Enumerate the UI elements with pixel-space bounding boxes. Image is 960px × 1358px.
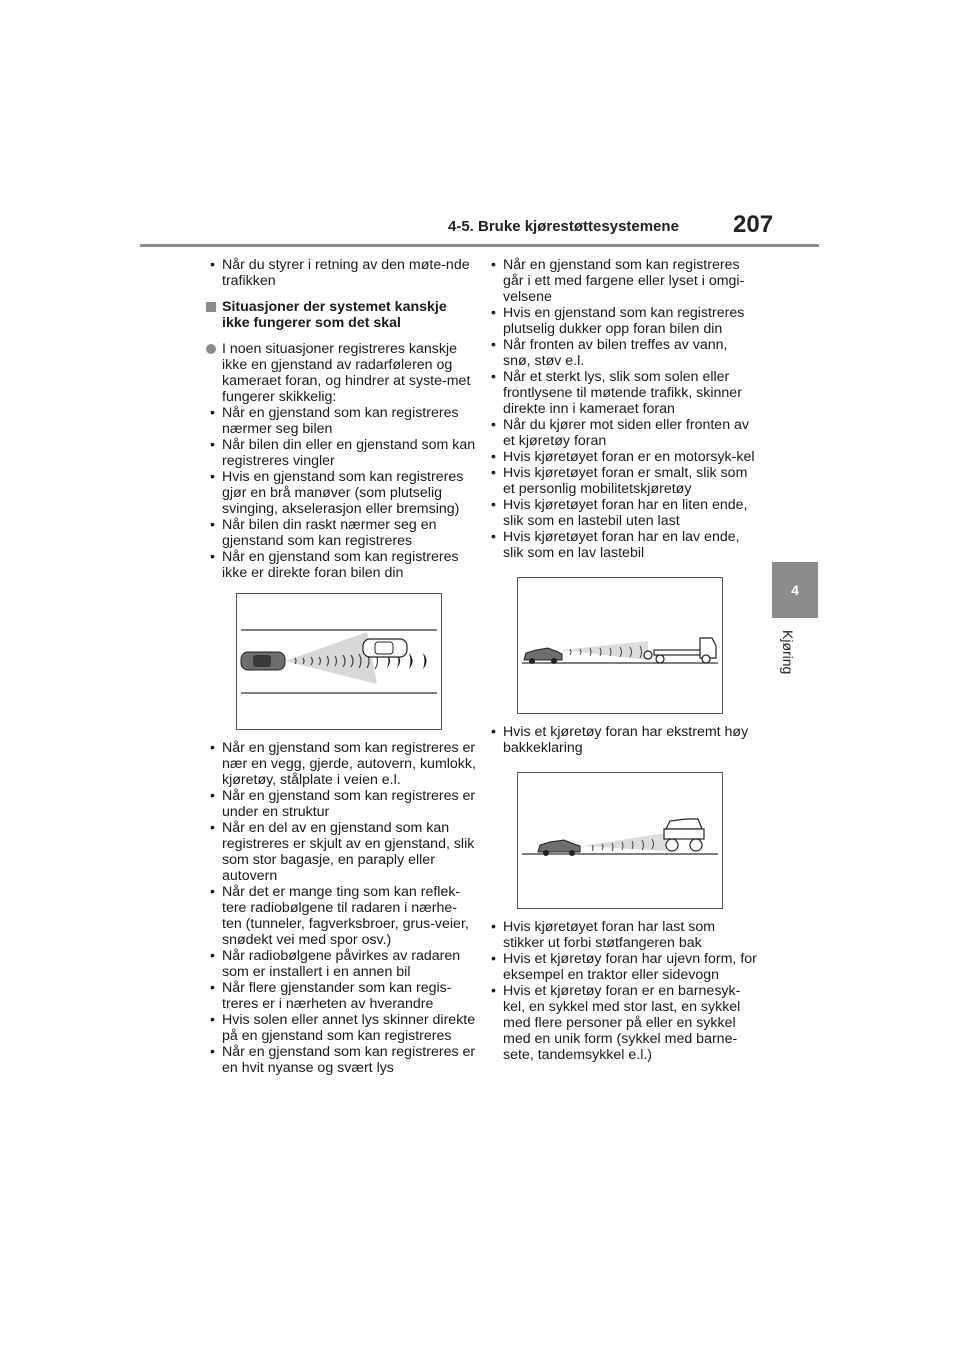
list-item: • Hvis en gjenstand som kan registreres gjør en brå manøver (som plutselig svinging, akselerasjon eller bremsing) [206,469,476,517]
own-car-icon [241,652,285,670]
square-bullet-icon [206,302,216,312]
truck-icon [644,638,716,663]
chapter-tab[interactable] [772,562,818,618]
list-item: • Når en gjenstand som kan registreres går i ett med fargene eller lyset i omgi-velsene [487,257,757,305]
right-bullet-list-a [487,257,757,561]
list-item: • Hvis en gjenstand som kan registreres plutselig dukker opp foran bilen din [487,305,757,337]
list-item: • Hvis kjøretøyet foran har en liten ende, slik som en lastebil uten last [487,497,757,529]
header-divider [140,244,819,247]
intro-paragraph [206,341,476,405]
offset-vehicle-illustration [237,594,441,729]
list-item: • Hvis kjøretøyet foran er smalt, slik som et personlig mobilitetskjøretøy [487,465,757,497]
list-item: • Hvis solen eller annet lys skinner direkte på en gjenstand som kan registreres [206,1012,476,1044]
list-item: • Når en gjenstand som kan registreres er en hvit nyanse og svært lys [206,1044,476,1076]
left-bullet-list-a [206,405,476,581]
list-item: • Hvis et kjøretøy foran er en barnesyk-kel, en sykkel med stor last, en sykkel med flere personer på eller en sykkel med en unik form (sykkel med barne-sete, tandemsykkel e.l.) [487,983,757,1063]
list-item: • Hvis kjøretøyet foran har en lav ende, slik som en lav lastebil [487,529,757,561]
list-item: • Når du kjører mot siden eller fronten av et kjøretøy foran [487,417,757,449]
list-item: • Når en gjenstand som kan registreres nærmer seg bilen [206,405,476,437]
circle-bullet-icon [206,344,216,354]
figure-offset-vehicle [236,593,442,730]
list-item: • Når en gjenstand som kan registreres er nær en vegg, gjerde, autovern, kumlokk, kjøretøy, stålplate i veien e.l. [206,740,476,788]
figure-small-rear-truck [517,577,723,714]
list-item: • Når bilen din eller en gjenstand som kan registreres vingler [206,437,476,469]
list-item: • Når en gjenstand som kan registreres er under en struktur [206,788,476,820]
high-clearance-vehicle-illustration [518,773,722,908]
figure-high-clearance-vehicle [517,772,723,909]
radar-beam [285,632,377,684]
section-title: 4-5. Bruke kjørestøttesystemene [448,218,679,235]
list-item: • Når bilen din raskt nærmer seg en gjenstand som kan registreres [206,517,476,549]
small-rear-truck-illustration [518,578,722,713]
list-item: • Når flere gjenstander som kan regis-treres er i nærheten av hverandre [206,980,476,1012]
left-intro-list [206,257,476,289]
left-column [206,257,476,1076]
section-heading-text: Situasjoner der systemet kanskje ikke fungerer som det skal [222,299,447,331]
right-bullet-list-c [487,919,757,1063]
list-item: • Hvis et kjøretøy foran har ujevn form, for eksempel en traktor eller sidevogn [487,951,757,983]
radar-beam [560,641,648,660]
right-column [487,257,757,1063]
chapter-label: Kjøring [780,630,796,675]
intro-paragraph-text: I noen situasjoner registreres kanskje ikke en gjenstand av radarføleren og kameraet foran, og hindrer at syste-met fungerer skikkelig: [222,341,471,405]
page-number: 207 [733,211,774,238]
section-heading [206,299,476,331]
lifted-suv-icon [664,819,704,851]
list-item: • Når en del av en gjenstand som kan registreres er skjult av en gjenstand, slik som stor bagasje, en paraply eller autovern [206,820,476,884]
list-item: • Når en gjenstand som kan registreres ikke er direkte foran bilen din [206,549,476,581]
own-car-icon [524,648,562,664]
list-item: • Når fronten av bilen treffes av vann, snø, støv e.l. [487,337,757,369]
list-item: • Når det er mange ting som kan reflek-tere radiobølgene til radaren i nærhe-ten (tunneler, fagverksbroer, grus-veier, snødekt vei med spor osv.) [206,884,476,948]
list-item: • Hvis kjøretøyet foran har last som stikker ut forbi støtfangeren bak [487,919,757,951]
list-item: • Når du styrer i retning av den møte-nde trafikken [206,257,476,289]
target-car-icon [363,639,407,657]
left-bullet-list-b [206,740,476,1076]
right-bullet-list-b [487,724,757,756]
chapter-number: 4 [791,582,799,598]
list-item: • Hvis kjøretøyet foran er en motorsyk-kel [487,449,757,465]
list-item: • Når radiobølgene påvirkes av radaren som er installert i en annen bil [206,948,476,980]
list-item: • Hvis et kjøretøy foran har ekstremt høy bakkeklaring [487,724,757,756]
list-item: • Når et sterkt lys, slik som solen eller frontlysene til møtende trafikk, skinner direkte inn i kameraet foran [487,369,757,417]
